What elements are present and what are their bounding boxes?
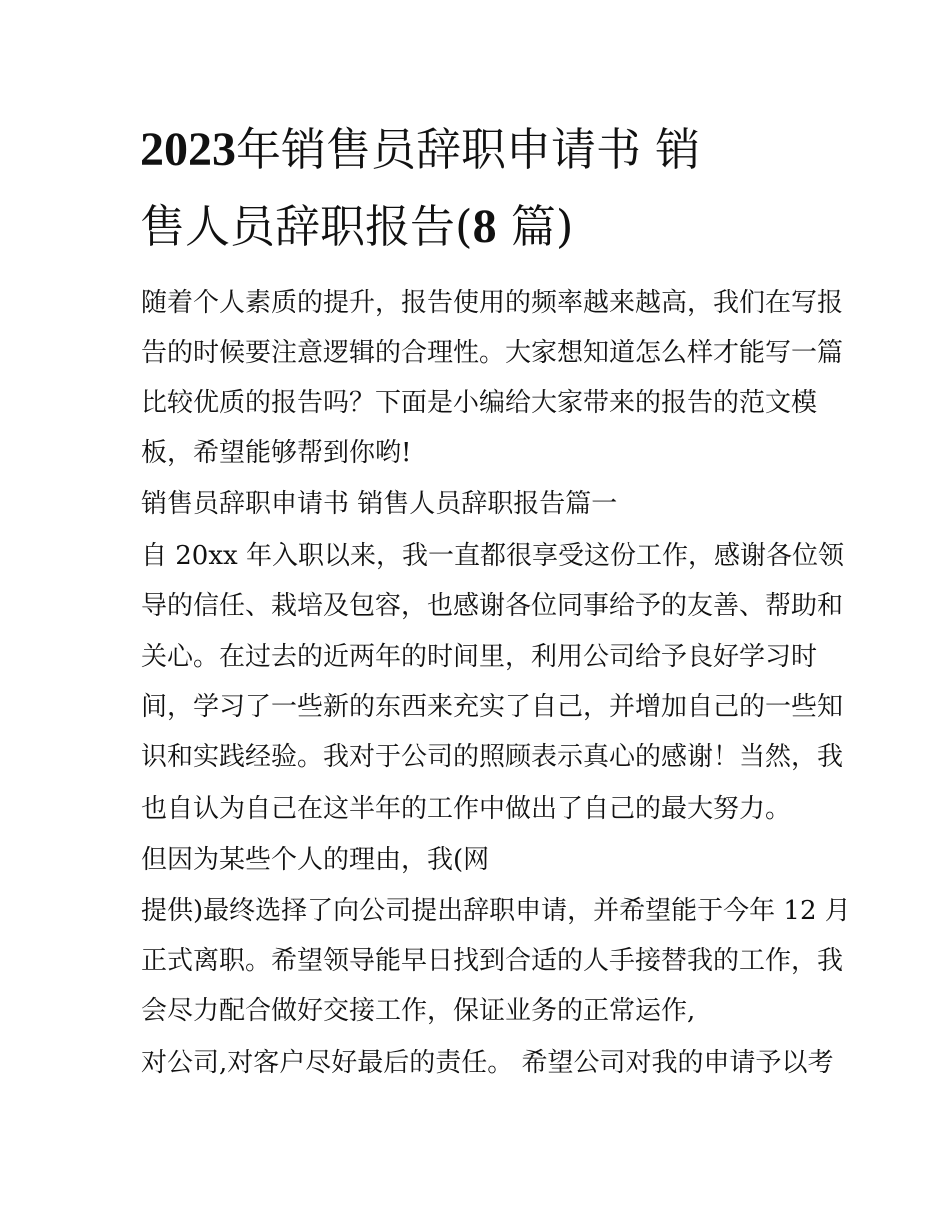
body-line: 导的信任、栽培及包容，也感谢各位同事给予的友善、帮助和 (141, 591, 844, 621)
body-line: 也自认为自己在这半年的工作中做出了自己的最大努力。 (141, 794, 792, 824)
document-title-line-2 (140, 200, 574, 253)
body-line: 关心。在过去的近两年的时间里，利用公司给予良好学习时 (141, 642, 818, 672)
body-line: 正式离职。希望领导能早日找到合适的人手接替我的工作，我 (141, 946, 844, 976)
section-heading: 销售员辞职申请书 销售人员辞职报告篇一 (141, 489, 618, 519)
body-line: 板，希望能够帮到你哟! (141, 438, 412, 468)
body-line: 但因为某些个人的理由，我(网 (141, 845, 490, 875)
title-year: 2023 (140, 123, 236, 176)
body-line: 提供)最终选择了向公司提出辞职申请，并希望能于今年 12 月 (141, 896, 851, 926)
body-line: 间，学习了一些新的东西来充实了自己，并增加自己的一些知 (141, 692, 844, 722)
title-text-2: 售人员辞职报告( (140, 200, 473, 253)
body-line: 随着个人素质的提升，报告使用的频率越来越高，我们在写报 (141, 288, 844, 318)
title-text-3: 篇) (496, 200, 574, 253)
body-line: 告的时候要注意逻辑的合理性。大家想知道怎么样才能写一篇 (141, 338, 844, 368)
title-count: 8 (472, 200, 497, 253)
document-title-line-1 (140, 123, 701, 176)
body-line: 比较优质的报告吗？下面是小编给大家带来的报告的范文模 (141, 388, 818, 418)
title-text-1: 年销售员辞职申请书 销 (236, 123, 701, 176)
body-line: 自 20xx 年入职以来，我一直都很享受这份工作，感谢各位领 (141, 541, 844, 571)
body-line: 对公司,对客户尽好最后的责任。 希望公司对我的申请予以考 (141, 1048, 834, 1078)
body-line: 识和实践经验。我对于公司的照顾表示真心的感谢！当然，我 (141, 742, 844, 772)
body-line: 会尽力配合做好交接工作，保证业务的正常运作, (141, 996, 696, 1026)
